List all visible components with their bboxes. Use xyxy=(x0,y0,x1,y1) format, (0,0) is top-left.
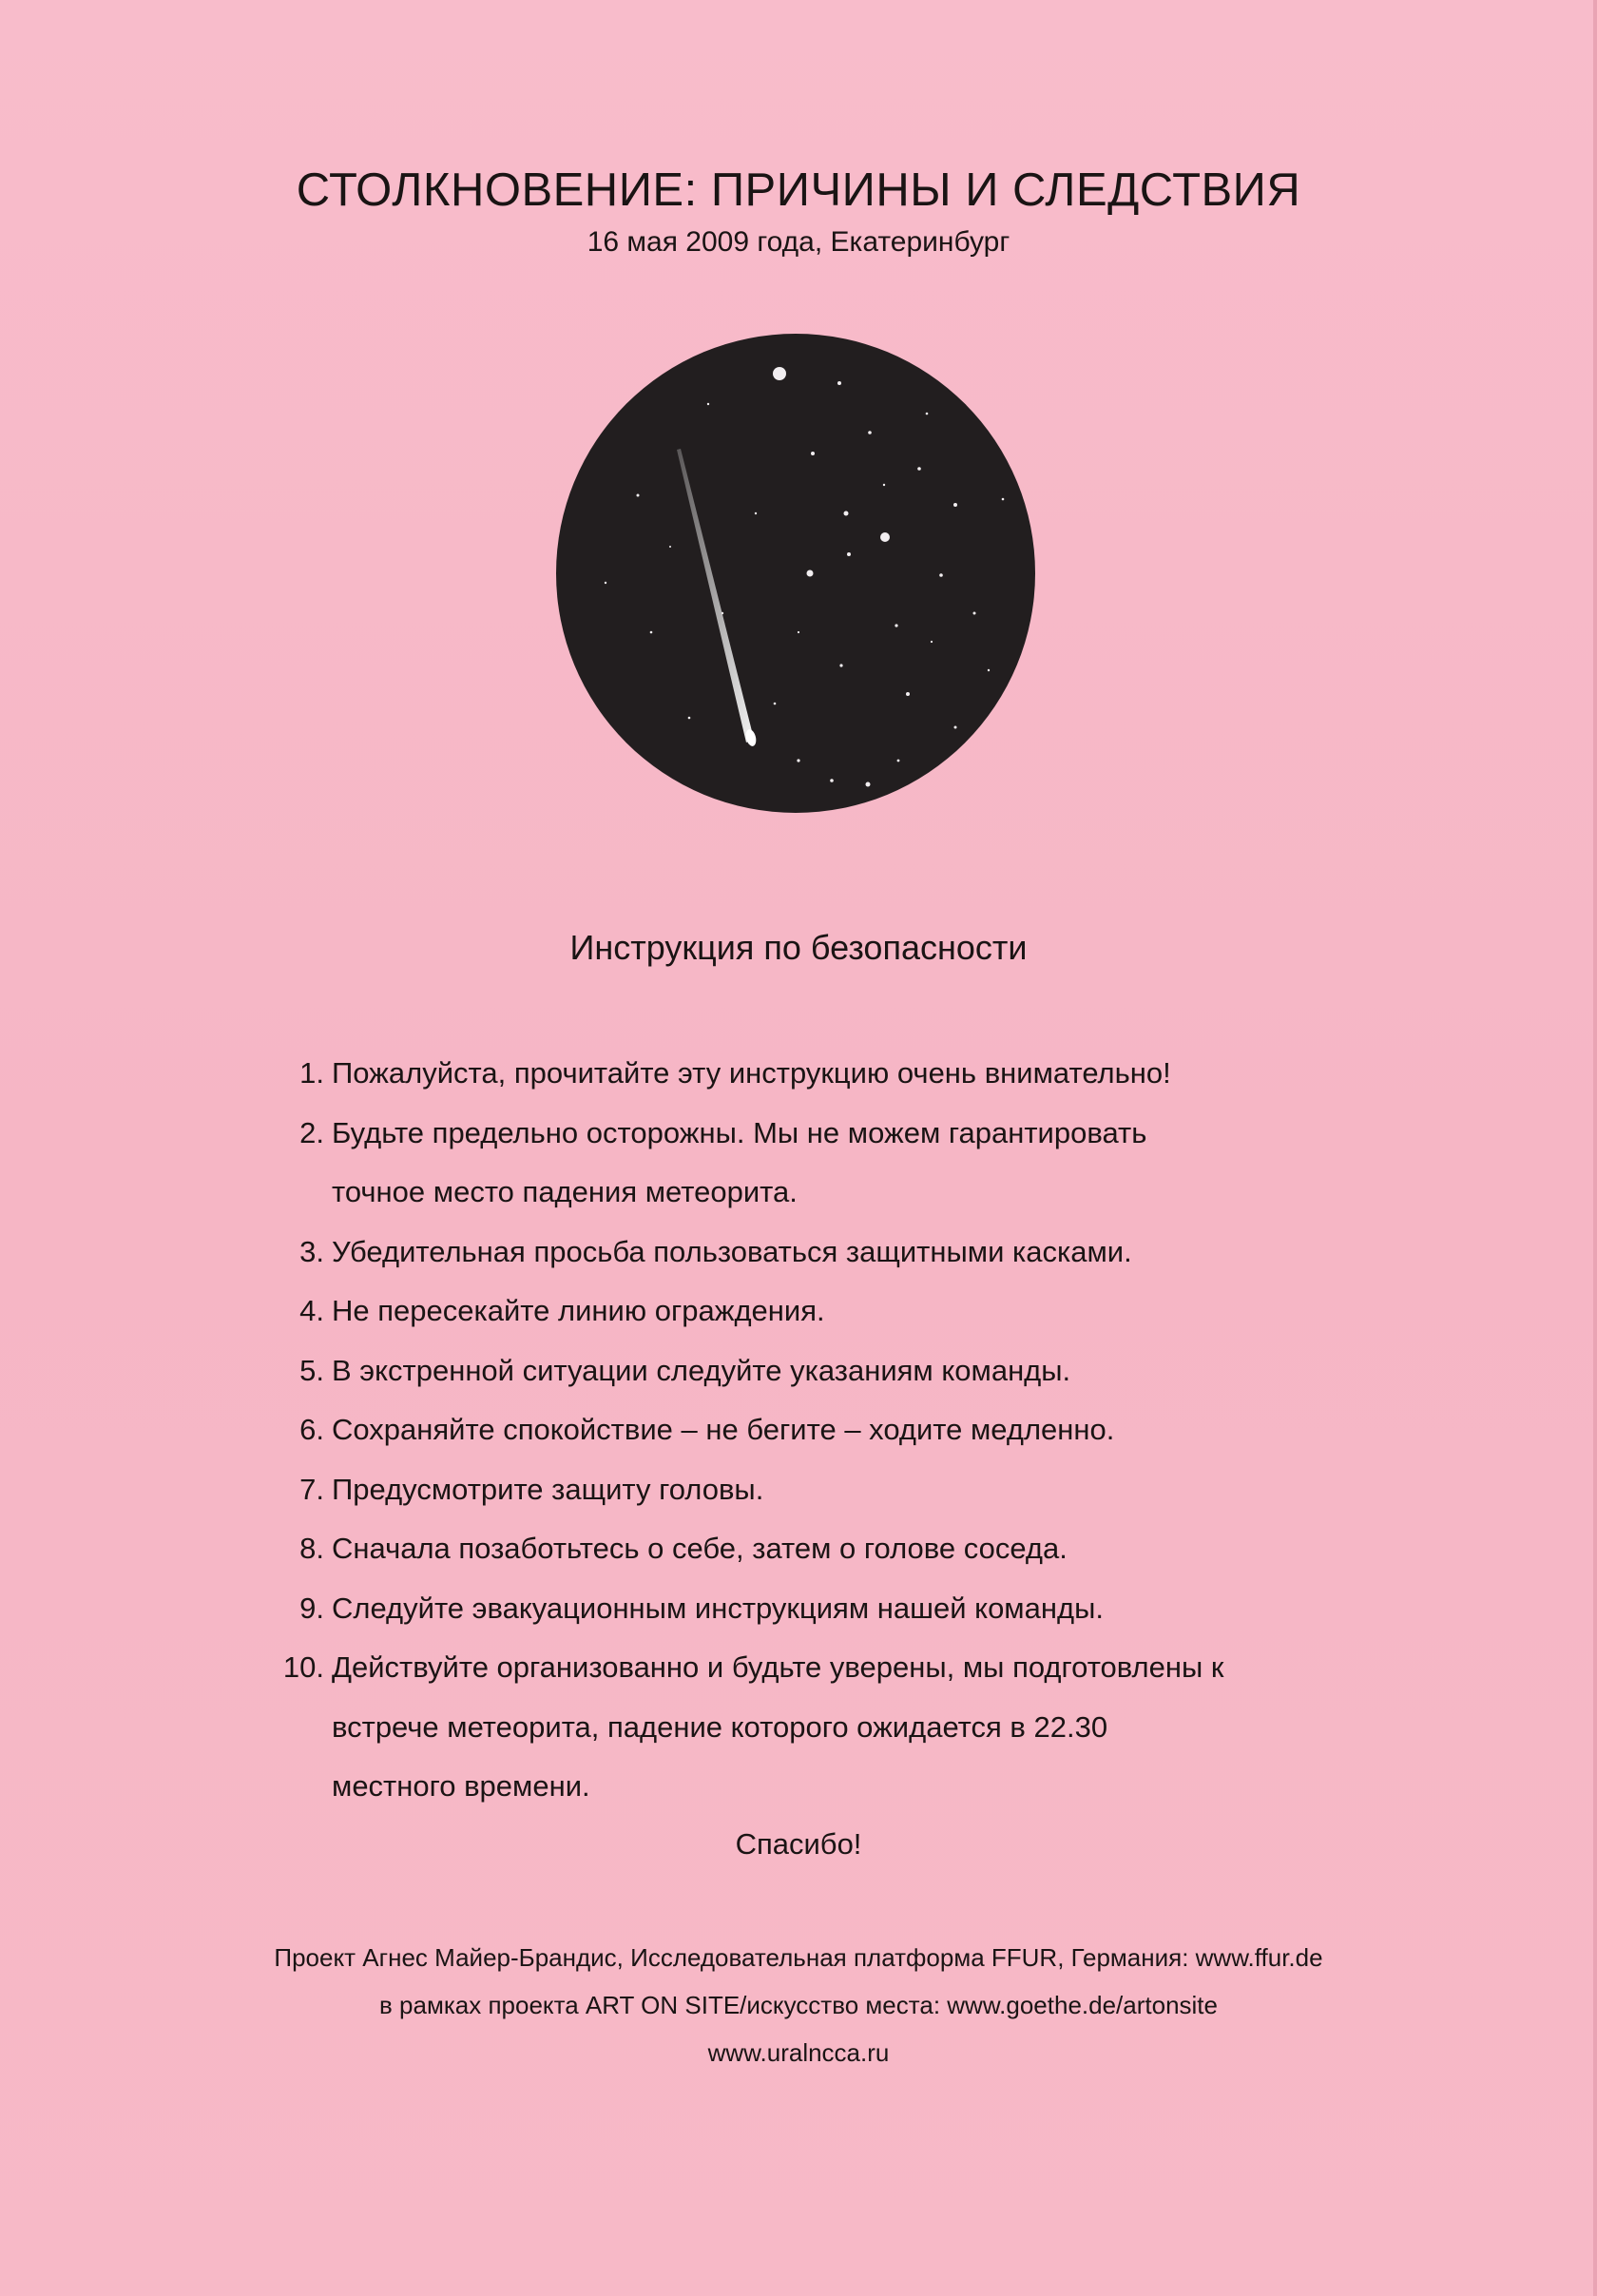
page-title: СТОЛКНОВЕНИЕ: ПРИЧИНЫ И СЛЕДСТВИЯ xyxy=(296,164,1301,216)
sky-disc xyxy=(556,334,1035,813)
rule-item xyxy=(271,1579,1364,1639)
rule-number: 8. xyxy=(299,1532,324,1565)
rule-text: Будьте предельно осторожны. Мы не можем гарантировать xyxy=(332,1115,1147,1149)
section-heading: Инструкция по безопасности xyxy=(569,928,1028,967)
rule-text: В экстренной ситуации следуйте указаниям команды. xyxy=(332,1353,1071,1387)
safety-rules-list xyxy=(271,1044,1364,1817)
rule-item-continuation xyxy=(271,1698,1364,1758)
rule-text: Сначала позаботьтесь о себе, затем о голове соседа. xyxy=(332,1532,1068,1565)
rule-text: встрече метеорита, падение которого ожидается в 22.30 xyxy=(332,1709,1108,1744)
rule-text: Действуйте организованно и будьте уверены, мы подготовлены к xyxy=(332,1650,1224,1684)
rule-number xyxy=(271,1163,326,1223)
rule-number xyxy=(271,1757,326,1817)
rule-number: 2. xyxy=(299,1115,324,1149)
rule-number: 9. xyxy=(299,1591,324,1625)
rule-text: точное место падения метеорита. xyxy=(332,1175,798,1208)
rule-item xyxy=(271,1104,1364,1164)
rule-number: 3. xyxy=(299,1234,324,1268)
rule-item xyxy=(271,1400,1364,1460)
rule-number: 1. xyxy=(299,1056,324,1090)
rule-number: 7. xyxy=(299,1472,324,1506)
rule-item xyxy=(271,1223,1364,1283)
rule-item-continuation xyxy=(271,1757,1364,1817)
night-sky-meteor-icon xyxy=(556,328,1036,818)
rule-item xyxy=(271,1341,1364,1401)
rule-text: Следуйте эвакуационным инструкциям нашей команды. xyxy=(332,1591,1104,1625)
rule-number: 5. xyxy=(299,1353,324,1387)
rule-text: Убедительная просьба пользоваться защитными касками. xyxy=(332,1234,1132,1268)
date-location: 16 мая 2009 года, Екатеринбург xyxy=(587,226,1010,258)
rule-item xyxy=(271,1282,1364,1341)
rule-item xyxy=(271,1460,1364,1520)
rule-text: Пожалуйста, прочитайте эту инструкцию очень внимательно! xyxy=(332,1056,1171,1090)
rule-text: Предусмотрите защиту головы. xyxy=(332,1472,764,1506)
rule-number: 10. xyxy=(282,1650,324,1684)
rule-number xyxy=(271,1698,326,1758)
footer-line-art-on-site: в рамках проекта ART ON SITE/искусство места: www.goethe.de/artonsite xyxy=(378,1991,1218,2019)
rule-text: Сохраняйте спокойствие – не бегите – ходите медленно. xyxy=(332,1413,1115,1446)
rule-item xyxy=(271,1638,1364,1698)
thanks-text: Спасибо! xyxy=(735,1827,862,1861)
footer xyxy=(0,1934,1597,2076)
footer-line-website: www.uralncca.ru xyxy=(707,2038,890,2067)
footer-line-project: Проект Агнес Майер-Брандис, Исследовательная платформа FFUR, Германия: www.ffur.de xyxy=(274,1943,1323,1972)
rule-item xyxy=(271,1044,1364,1104)
rule-item xyxy=(271,1519,1364,1579)
rule-number: 4. xyxy=(299,1294,324,1327)
rule-number: 6. xyxy=(299,1413,324,1446)
rule-text: местного времени. xyxy=(332,1769,590,1803)
rule-item-continuation xyxy=(271,1163,1364,1223)
rule-text: Не пересекайте линию ограждения. xyxy=(332,1294,825,1327)
